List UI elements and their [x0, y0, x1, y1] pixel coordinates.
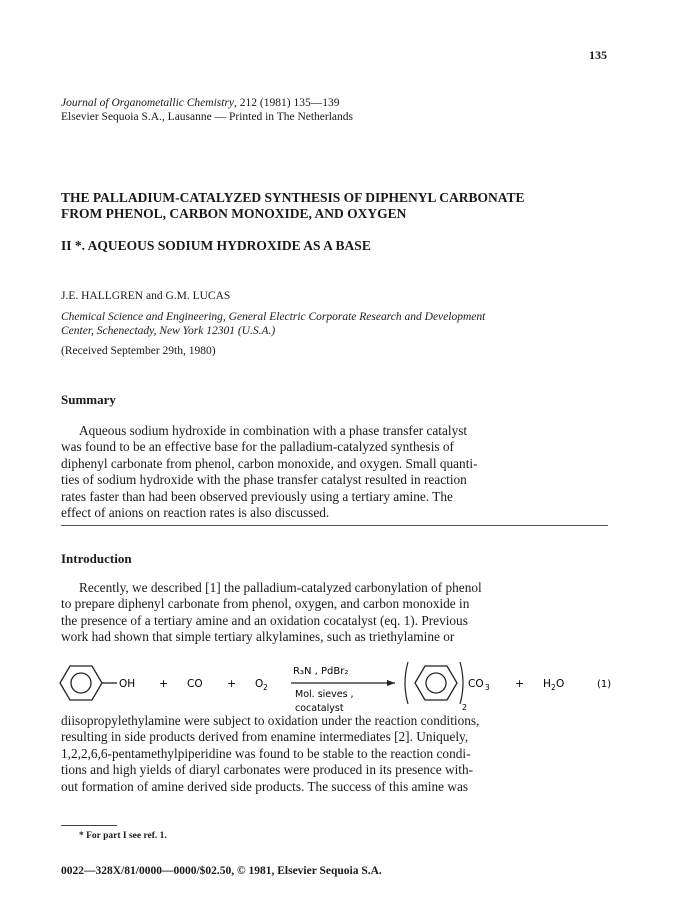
intro-line: to prepare diphenyl carbonate from phenol, oxygen, and carbon monoxide in: [61, 596, 470, 612]
article-title: [61, 190, 641, 222]
right-paren: [460, 662, 463, 704]
equation-number: (1): [597, 679, 612, 690]
water-o: O: [556, 678, 565, 690]
plus-sign: +: [227, 677, 237, 690]
arrow-head: [387, 680, 395, 686]
summary-line: ties of sodium hydroxide with the phase transfer catalyst resulted in reaction: [61, 472, 467, 488]
body-line: out formation of amine derived side products. The success of this amine was: [61, 778, 469, 794]
affiliation-line-1: Chemical Science and Engineering, General Electric Corporate Research and Development: [61, 311, 486, 323]
reagents-top: R₃N , PdBr₂: [293, 666, 349, 677]
summary-line: was found to be an effective base for the palladium-catalyzed synthesis of: [61, 439, 454, 455]
page-number: 135: [589, 48, 607, 62]
title-line-1: THE PALLADIUM-CATALYZED SYNTHESIS OF DIPHENYL CARBONATE: [61, 190, 525, 205]
body-line: resulting in side products derived from enamine intermediates [2]. Uniquely,: [61, 729, 469, 745]
journal-volume: , 212 (1981) 135—139: [234, 97, 340, 109]
equation-diagram: [55, 658, 635, 718]
footnote: * For part I see ref. 1.: [79, 831, 167, 841]
article-subtitle: II *. AQUEOUS SODIUM HYDROXIDE AS A BASE: [61, 238, 371, 253]
title-line-2: FROM PHENOL, CARBON MONOXIDE, AND OXYGEN: [61, 206, 407, 221]
authors: J.E. HALLGREN and G.M. LUCAS: [61, 290, 231, 302]
intro-line: Recently, we described [1] the palladium-catalyzed carbonylation of phenol: [79, 580, 482, 595]
continuation-paragraph: [61, 713, 621, 795]
introduction-paragraph: [61, 580, 621, 646]
left-paren: [405, 662, 408, 704]
summary-line: effect of anions on reaction rates is also discussed.: [61, 505, 330, 521]
carbon-monoxide: CO: [187, 678, 203, 690]
received-date: (Received September 29th, 1980): [61, 345, 216, 357]
footnote-rule: [61, 825, 117, 826]
carbonate-subscript: 3: [485, 683, 490, 692]
water-h: H: [543, 678, 551, 690]
reaction-equation: [55, 658, 635, 718]
plus-sign: +: [515, 677, 525, 690]
affiliation: [61, 310, 631, 338]
summary-line: diphenyl carbonate from phenol, carbon monoxide, and oxygen. Small quanti-: [61, 455, 478, 471]
reagents-middle: Mol. sieves ,: [295, 689, 354, 700]
carbonate-group: CO: [468, 678, 484, 690]
body-line: 1,2,2,6,6-pentamethylpiperidine was found to be stable to the reaction condi-: [61, 745, 471, 761]
intro-line: work had shown that simple tertiary alkylamines, such as triethylamine or: [61, 629, 455, 645]
plus-sign: +: [159, 677, 169, 690]
section-divider: [61, 525, 608, 526]
summary-line: rates faster than had been observed previously using a tertiary amine. The: [61, 488, 453, 504]
journal-name: Journal of Organometallic Chemistry: [61, 97, 235, 109]
benzene-ring-product: [415, 666, 457, 700]
summary-paragraph: [61, 423, 621, 521]
body-line: diisopropylethylamine were subject to oxidation under the reaction conditions,: [61, 713, 480, 728]
journal-citation: [61, 96, 353, 110]
benzene-ring-phenol: [60, 666, 102, 700]
oxygen: O: [255, 678, 264, 690]
paren-subscript: 2: [462, 703, 468, 712]
journal-header: [61, 96, 353, 124]
body-line: tions and high yields of diaryl carbonates were produced in its presence with-: [61, 762, 474, 778]
summary-line: Aqueous sodium hydroxide in combination with a phase transfer catalyst: [79, 423, 468, 438]
introduction-heading: Introduction: [61, 551, 132, 566]
affiliation-line-2: Center, Schenectady, New York 12301 (U.S.A.): [61, 325, 276, 337]
reagents-bottom: cocatalyst: [295, 703, 344, 714]
oxygen-subscript: 2: [263, 683, 268, 692]
summary-heading: Summary: [61, 392, 116, 407]
publisher-line: Elsevier Sequoia S.A., Lausanne — Printed in The Netherlands: [61, 111, 354, 123]
oh-group: OH: [119, 678, 136, 690]
copyright-line: 0022—328X/81/0000—0000/$02.50, © 1981, Elsevier Sequoia S.A.: [61, 865, 382, 877]
intro-line: the presence of a tertiary amine and an oxidation cocatalyst (eq. 1). Previous: [61, 612, 468, 628]
water-subscript: 2: [551, 683, 556, 692]
